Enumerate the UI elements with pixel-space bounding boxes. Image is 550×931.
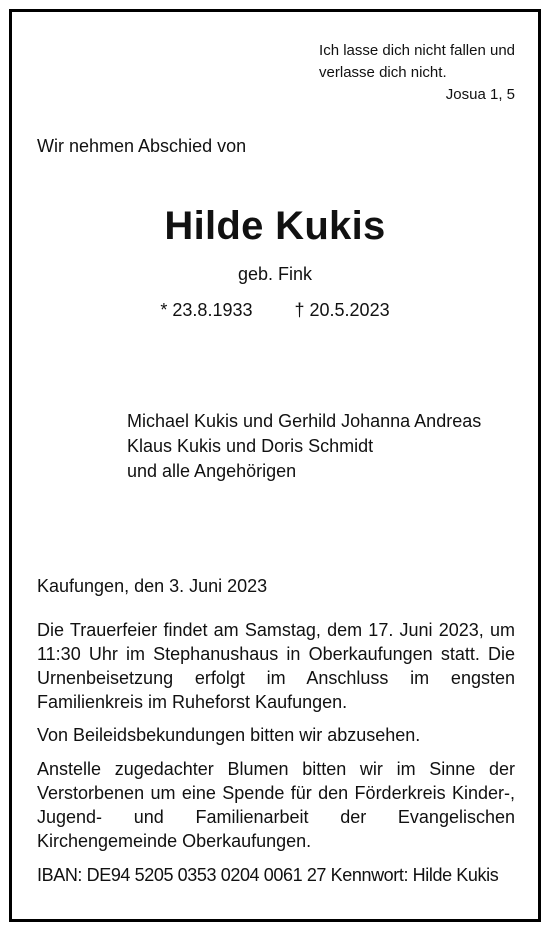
place-date: Kaufungen, den 3. Juni 2023 (37, 576, 268, 596)
maiden-name: geb. Fink (237, 264, 313, 284)
life-dates (12, 300, 538, 321)
mourner-line: Klaus Kukis und Doris Schmidt (127, 436, 374, 456)
birth-date: * 23.8.1933 (160, 300, 253, 320)
bank-details: IBAN: DE94 5205 0353 0204 0061 27 Kennwort: Hilde Kukis (37, 865, 499, 885)
donation-paragraph: Anstelle zugedachter Blumen bitten wir im Sinne der Verstorbenen um eine Spende für den Förderkreis Kinder-, Jugend- und Familienarbeit der Evangelischen Kirchengemeinde Oberkaufungen. (37, 759, 515, 851)
deceased-name: Hilde Kukis (164, 204, 386, 248)
verse-line-2: verlasse dich nicht. (319, 64, 447, 81)
condolences-paragraph: Von Beileidsbekundungen bitten wir abzusehen. (37, 725, 421, 745)
mourner-line: Michael Kukis und Gerhild Johanna Andreas (127, 411, 482, 431)
mourner-line: und alle Angehörigen (127, 461, 297, 481)
mourners-list (127, 409, 481, 484)
verse-line-1: Ich lasse dich nicht fallen und (319, 42, 515, 59)
verse-reference: Josua 1, 5 (445, 86, 515, 103)
obituary-frame (9, 9, 541, 922)
death-date: † 20.5.2023 (294, 300, 390, 320)
bible-verse (319, 40, 515, 106)
intro-text: Wir nehmen Abschied von (37, 136, 247, 156)
ceremony-paragraph: Die Trauerfeier findet am Samstag, dem 17. Juni 2023, um 11:30 Uhr im Stephanushaus in Oberkaufungen statt. Die Urnenbeisetzung erfolgt im Anschluss im engsten Familienkreis im Ruheforst Kaufungen. (37, 620, 515, 712)
